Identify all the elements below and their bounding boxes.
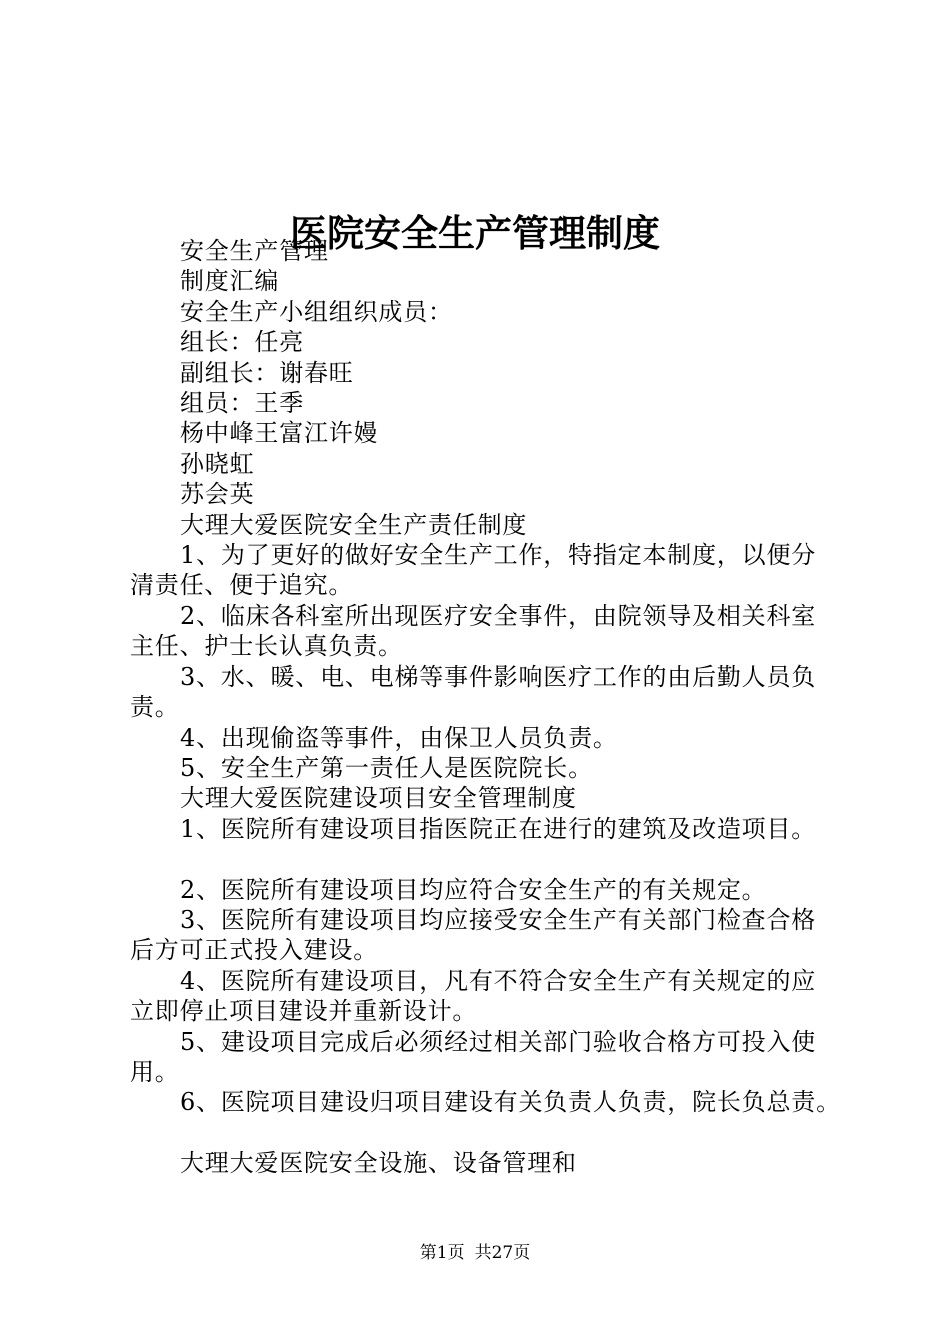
section-heading: 大理大爱医院建设项目安全管理制度 xyxy=(180,784,577,813)
paragraph: 1、为了更好的做好安全生产工作，特指定本制度，以便分清责任、便于追究。 xyxy=(130,541,817,600)
paragraph: 5、安全生产第一责任人是医院院长。 xyxy=(180,753,593,782)
paragraph: 孙晓虹 xyxy=(180,449,255,478)
paragraph: 2、临床各科室所出现医疗安全事件，由院领导及相关科室主任、护士长认真负责。 xyxy=(130,601,817,661)
paragraph: 苏会英 xyxy=(180,480,255,509)
paragraph: 组长：任亮 xyxy=(180,328,304,357)
paragraph: 1、医院所有建设项目指医院正在进行的建筑及改造项目。 xyxy=(180,814,817,843)
page-footer xyxy=(0,1241,950,1265)
document-body xyxy=(130,236,841,1179)
paragraph: 安全生产管理 xyxy=(180,237,329,265)
paragraph: 6、医院项目建设归项目建设有关负责人负责，院长负总责。 xyxy=(180,1088,841,1117)
paragraph: 杨中峰王富江许嫚 xyxy=(180,419,379,448)
paragraph: 安全生产小组组织成员： xyxy=(180,297,453,326)
paragraph: 3、水、暖、电、电梯等事件影响医疗工作的由后勤人员负责。 xyxy=(130,662,817,722)
paragraph: 5、建设项目完成后必须经过相关部门验收合格方可投入使用。 xyxy=(130,1027,817,1086)
blank-line xyxy=(130,1118,830,1148)
paragraph: 3、医院所有建设项目均应接受安全生产有关部门检查合格后方可正式投入建设。 xyxy=(130,905,817,965)
paragraph: 制度汇编 xyxy=(180,267,280,296)
page-title: 医院安全生产管理制度 xyxy=(290,210,660,255)
paragraph: 4、出现偷盗等事件，由保卫人员负责。 xyxy=(180,723,618,752)
section-heading: 大理大爱医院安全设施、设备管理和 xyxy=(180,1149,577,1178)
paragraph: 组员：王季 xyxy=(180,389,304,418)
paragraph: 2、医院所有建设项目均应符合安全生产的有关规定。 xyxy=(180,875,767,904)
blank-line xyxy=(130,844,830,874)
page-number: 第1页 xyxy=(419,1243,465,1263)
page-total: 共27页 xyxy=(474,1243,531,1263)
paragraph: 副组长：谢春旺 xyxy=(180,358,354,387)
section-heading: 大理大爱医院安全生产责任制度 xyxy=(180,510,528,539)
paragraph: 4、医院所有建设项目，凡有不符合安全生产有关规定的应立即停止项目建设并重新设计。 xyxy=(130,966,817,1026)
